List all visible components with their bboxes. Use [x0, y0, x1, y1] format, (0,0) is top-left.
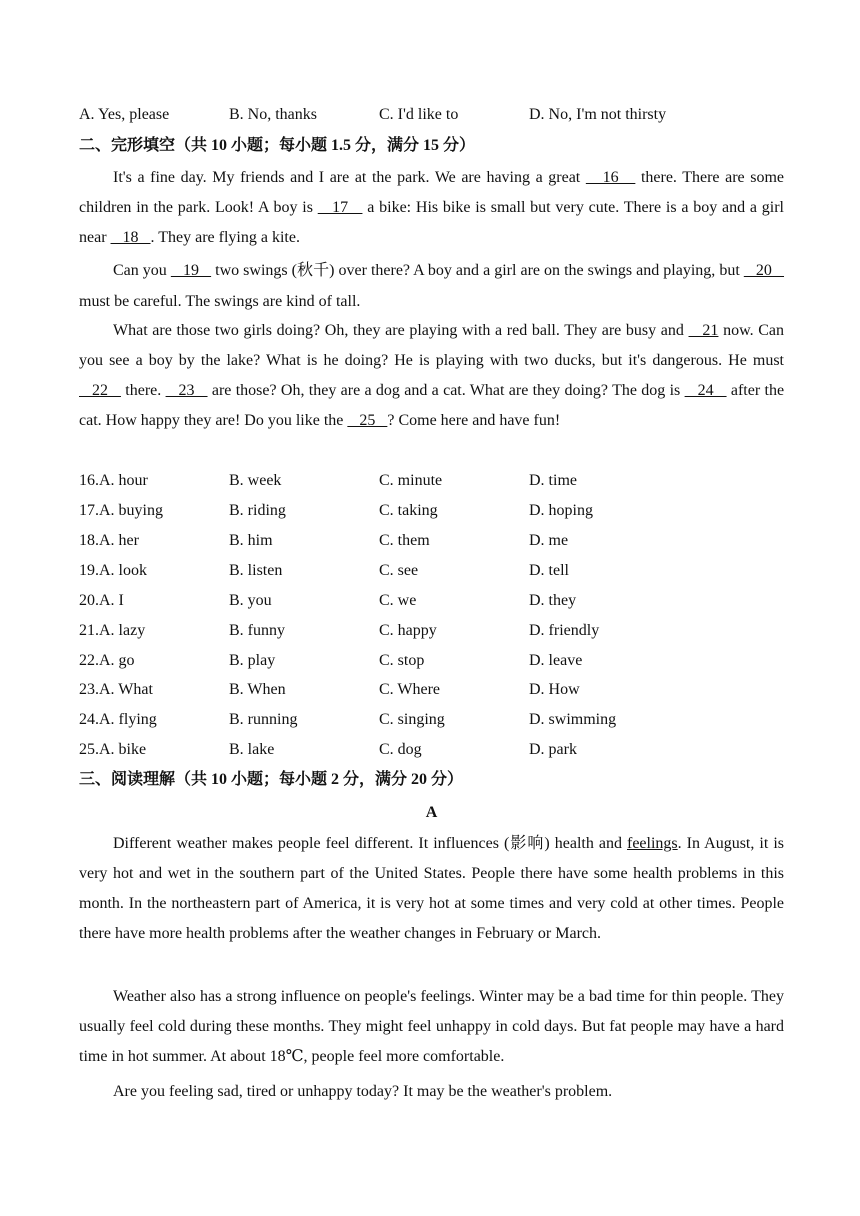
blank-21: 21 — [688, 322, 719, 339]
blank-22: 22 — [79, 382, 121, 399]
blank-17: 17 — [317, 199, 363, 216]
cloze-paragraph-1: It's a fine day. My friends and I are at the park. We are having a great 16 there. There are some children in the park. Look! A boy is 17 a bike: His bike is small but very cute. There is a boy and a girl near 18 . They are flying a kite. — [79, 169, 785, 246]
question-row: 20.A. I B. you C. we D. they — [79, 592, 577, 609]
option-a: A. Yes, please — [79, 106, 170, 123]
option-b: B. No, thanks — [229, 106, 317, 123]
cloze-paragraph-3: What are those two girls doing? Oh, they are playing with a red ball. They are busy and 21 now. Can you see a boy by the lake? What is he doing? He is playing with two ducks, but it's dangerous. He must 22 there. 23 are those? Oh, they are a dog and a cat. What are they doing? The dog is 24 after the cat. How happy they are! Do you like the 25 ? Come here and have fun! — [79, 322, 785, 429]
blank-23: 23 — [165, 382, 208, 399]
reading-paragraph-2: Weather also has a strong influence on people's feelings. Winter may be a bad time for thin people. They usually feel cold during these months. They might feel unhappy in cold days. But fat people may have a hard time in hot summer. At about 18℃, people feel more comfortable. — [79, 988, 784, 1065]
underlined-word: feelings — [627, 835, 678, 852]
previous-question-options — [79, 105, 784, 125]
question-row: 24.A. flying B. running C. singing D. swimming — [79, 711, 617, 728]
blank-18: 18 — [110, 229, 151, 246]
question-row: 18.A. her B. him C. them D. me — [79, 532, 569, 549]
blank-16: 16 — [585, 169, 636, 186]
option-d: D. No, I'm not thirsty — [529, 106, 667, 123]
question-row: 16.A. hour B. week C. minute D. time — [79, 472, 577, 489]
question-row: 23.A. What B. When C. Where D. How — [79, 681, 580, 698]
blank-19: 19 — [170, 262, 212, 279]
blank-25: 25 — [347, 412, 388, 429]
section-heading-cloze: 二、完形填空（共 10 小题；每小题 1.5 分，满分 15 分） — [79, 137, 476, 154]
question-row: 17.A. buying B. riding C. taking D. hoping — [79, 502, 593, 519]
option-c: C. I'd like to — [379, 106, 459, 123]
reading-paragraph-3: Are you feeling sad, tired or unhappy today? It may be the weather's problem. — [113, 1083, 613, 1100]
cloze-paragraph-2: Can you 19 two swings (秋千) over there? A boy and a girl are on the swings and playing, but 20 must be careful. The swings are kind of tall. — [79, 262, 785, 310]
question-row: 19.A. look B. listen C. see D. tell — [79, 562, 569, 579]
blank-24: 24 — [684, 382, 727, 399]
blank-20: 20 — [743, 262, 785, 279]
section-heading-reading: 三、阅读理解（共 10 小题；每小题 2 分，满分 20 分） — [79, 771, 464, 788]
reading-paragraph-1: Different weather makes people feel different. It influences (影响) health and feelings. In August, it is very hot and wet in the southern part of the United States. People there have some health problems in this month. In the northeastern part of America, it is very hot at some times and very cold at other times. People there have more health problems after the weather changes in February or March. — [79, 835, 784, 942]
question-row: 22.A. go B. play C. stop D. leave — [79, 652, 583, 669]
question-row: 25.A. bike B. lake C. dog D. park — [79, 741, 577, 758]
question-row: 21.A. lazy B. funny C. happy D. friendly — [79, 622, 600, 639]
passage-label: A — [425, 804, 438, 821]
